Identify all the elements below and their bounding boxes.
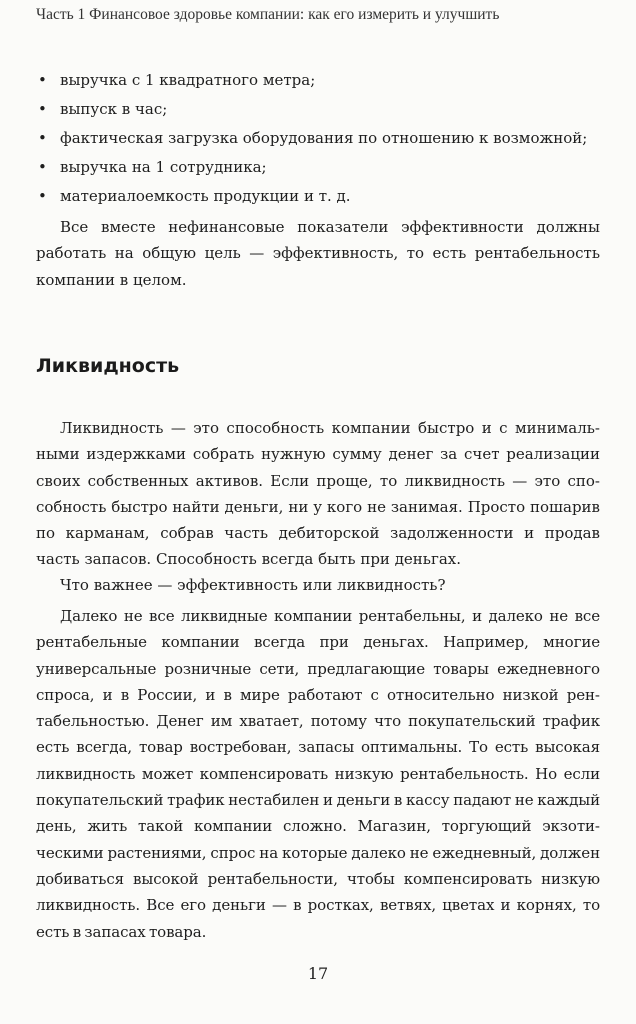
page-number: 17 xyxy=(307,964,329,983)
list-item-text: фактическая загрузка оборудования по отношению к возможной; xyxy=(60,129,588,147)
answer-paragraph: Далеко не все ликвидные компании рентабельны, и далеко не все рентабельные компании всегда при деньгах. Например, многие универсальные розничные сети, предлагающие товары ежедневного спроса, и в России, и в мире работают с относительно низкой рентабельностью. Денег им хватает, потому что покупательский трафик есть всегда, товар востребован, запасы оптимальны. То есть высокая ликвидность может компенсировать низкую рентабельность. Но если покупательский трафик нестабилен и деньги в кассу падают не каждый день, жить такой компании сложно. Магазин, торгующий экзотическими растениями, спрос на которые далеко не ежедневный, должен добиваться высокой рентабельности, чтобы компенсировать низкую ликвидность. Все его деньги — в ростках, ветвях, цветах и корнях, то есть в запасах товара. xyxy=(36,607,600,941)
list-item-text: выпуск в час; xyxy=(60,100,168,118)
bullet-icon: • xyxy=(38,158,47,176)
list-item-text: выручка на 1 сотрудника; xyxy=(60,158,267,176)
liquidity-definition-paragraph: Ликвидность — это способность компании быстро и с минимальными издержками собрать нужную сумму денег за счет реализации своих собственных активов. Если проще, то ликвидность — это способность быстро найти деньги, ни у кого не занимая. Просто пошарив по карманам, собрав часть дебиторской задолженности и продав часть запасов. Способность всегда быть при деньгах. xyxy=(36,419,600,569)
list-item xyxy=(36,182,606,211)
summary-paragraph: Все вместе нефинансовые показатели эффективности должны работать на общую цель — эффективность, то есть рентабельность компании в целом. xyxy=(36,218,600,289)
metrics-bullet-list xyxy=(36,66,606,211)
running-header: Часть 1 Финансовое здоровье компании: как его измерить и улучшить xyxy=(36,6,500,23)
section-heading: Ликвидность xyxy=(36,355,180,377)
bullet-icon: • xyxy=(38,129,47,147)
list-item xyxy=(36,124,606,153)
list-item xyxy=(36,95,606,124)
list-item-text: выручка с 1 квадратного метра; xyxy=(60,71,316,89)
list-item xyxy=(36,66,606,95)
bullet-icon: • xyxy=(38,100,47,118)
bullet-icon: • xyxy=(38,71,47,89)
list-item-text: материалоемкость продукции и т. д. xyxy=(60,187,351,205)
list-item xyxy=(36,153,606,182)
question-paragraph: Что важнее — эффективность или ликвидность? xyxy=(60,576,446,594)
bullet-icon: • xyxy=(38,187,47,205)
